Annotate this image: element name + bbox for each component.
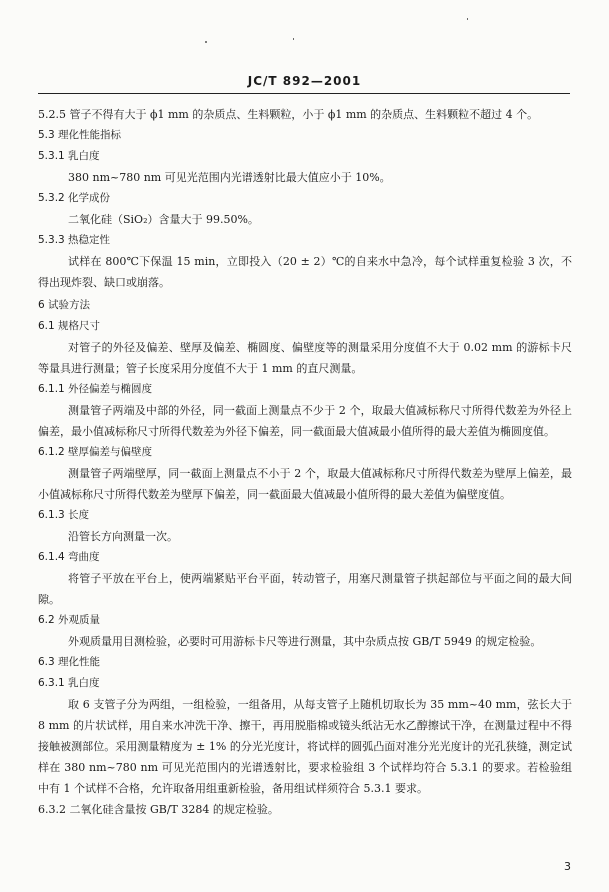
clause-6-3-1-body: 取 6 支管子分为两组，一组检验，一组备用，从每支管子上随机切取长为 35 mm~40 mm，弦长大于 8 mm 的片状试样，用自来水冲洗干净、擦干，再用脱脂棉或镜头纸沾无水乙醇擦试干净，在测量过程中不得接触被测部位。采用测量精度为 ± 1% 的分光光度计，将试样的圆弧凸面对准分光光度计的光孔狭缝，测定试样在 380 nm~780 nm 可见光范围内的光谱透射比，要求检验组 3 个试样均符合 5.3.1 的要求。若检验组中有 1 个试样不合格，允许取备用组重新检验，备用组试样须符合 5.3.1 要求。 — [38, 698, 572, 795]
clause-5-2-5: 5.2.5 管子不得有大于 ϕ1 mm 的杂质点、生料颗粒，小于 ϕ1 mm 的杂质点、生料颗粒不超过 4 个。 — [38, 108, 539, 121]
clause-5-3-2-body: 二氧化硅（SiO₂）含量大于 99.50%。 — [68, 213, 259, 226]
heading-6-3: 6.3 理化性能 — [38, 656, 101, 668]
clause-5-3-1-body: 380 nm~780 nm 可见光范围内光谱透射比最大值应小于 10%。 — [68, 171, 391, 184]
clause-5-3-3-body: 试样在 800℃下保温 15 min，立即投入（20 ± 2）℃的自来水中急冷，每个试样重复检验 3 次，不得出现炸裂、缺口或崩落。 — [38, 255, 572, 289]
clause-6-1-3-body: 沿管长方向测量一次。 — [68, 530, 178, 543]
heading-6-1-3: 6.1.3 长度 — [38, 509, 90, 521]
heading-5-3-3: 5.3.3 热稳定性 — [38, 234, 111, 246]
heading-6-2: 6.2 外观质量 — [38, 614, 101, 626]
scan-speck — [467, 18, 468, 20]
document-body — [38, 104, 572, 820]
heading-6: 6 试验方法 — [38, 299, 91, 311]
heading-6-1: 6.1 规格尺寸 — [38, 320, 101, 332]
heading-6-1-2: 6.1.2 壁厚偏差与偏壁度 — [38, 446, 153, 458]
clause-6-1-4-body: 将管子平放在平台上，使两端紧贴平台平面，转动管子，用塞尺测量管子拱起部位与平面之间的最大间隙。 — [38, 572, 572, 606]
scan-speck — [205, 41, 207, 43]
clause-6-1-2-body: 测量管子两端壁厚，同一截面上测量点不小于 2 个，取最大值减标称尺寸所得代数差为壁厚上偏差，最小值减标称尺寸所得代数差为壁厚下偏差，同一截面最大值减最小值所得的最大差值为偏壁度值。 — [38, 467, 572, 501]
heading-5-3-2: 5.3.2 化学成份 — [38, 192, 111, 204]
standard-code-header: JC/T 892—2001 — [247, 74, 362, 88]
heading-6-3-1: 6.3.1 乳白度 — [38, 677, 100, 689]
clause-6-3-2: 6.3.2 二氧化硅含量按 GB/T 3284 的规定检验。 — [38, 803, 279, 816]
clause-6-1-body: 对管子的外径及偏差、壁厚及偏差、椭圆度、偏壁度等的测量采用分度值不大于 0.02 mm 的游标卡尺等量具进行测量；管子长度采用分度值不大于 1 mm 的直尺测量。 — [38, 341, 572, 375]
heading-5-3: 5.3 理化性能指标 — [38, 129, 122, 141]
heading-5-3-1: 5.3.1 乳白度 — [38, 150, 100, 162]
clause-6-2-body: 外观质量用目测检验，必要时可用游标卡尺等进行测量，其中杂质点按 GB/T 5949 的规定检验。 — [68, 635, 542, 648]
clause-6-1-1-body: 测量管子两端及中部的外径，同一截面上测量点不少于 2 个，取最大值减标称尺寸所得代数差为外径上偏差，最小值减标称尺寸所得代数差为外径下偏差，同一截面最大值减最小值所得的最大差值为椭圆度值。 — [38, 404, 572, 438]
heading-6-1-1: 6.1.1 外径偏差与椭圆度 — [38, 383, 153, 395]
header-divider — [38, 93, 570, 94]
heading-6-1-4: 6.1.4 弯曲度 — [38, 551, 100, 563]
scan-speck — [293, 38, 294, 40]
page-number: 3 — [564, 860, 571, 873]
